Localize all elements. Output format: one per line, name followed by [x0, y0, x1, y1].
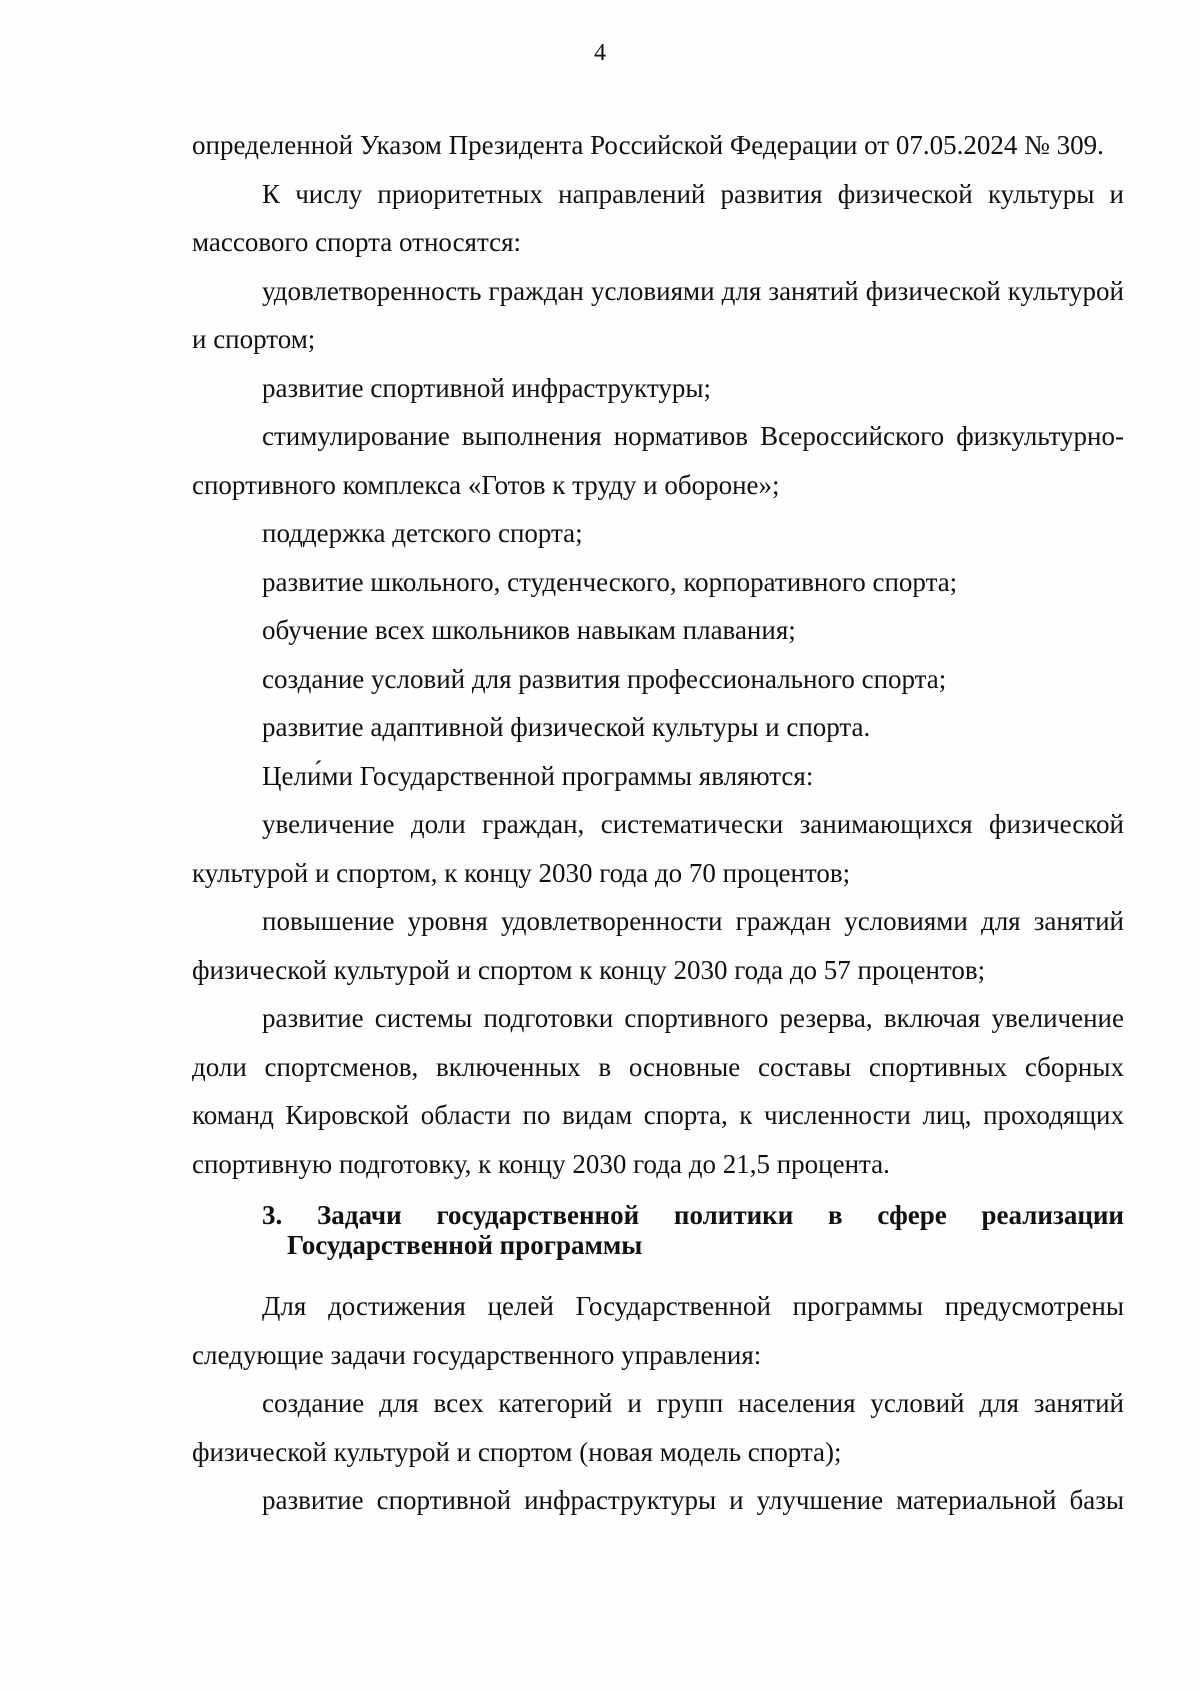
- paragraph: увеличение доли граждан, систематически занимающихся физической культурой и спортом, к концу 2030 года до 70 процентов;: [192, 809, 1124, 888]
- paragraphs-before-heading: [192, 121, 1124, 1188]
- paragraph: Цели́ми Государственной программы являются:: [262, 760, 814, 791]
- paragraph: развитие адаптивной физической культуры и спорта.: [262, 712, 871, 742]
- paragraphs-after-heading: [192, 1282, 1124, 1525]
- paragraph: создание для всех категорий и групп населения условий для занятий физической культурой и спортом (новая модель спорта);: [192, 1388, 1124, 1467]
- section-heading: [192, 1200, 1124, 1260]
- paragraph: повышение уровня удовлетворенности граждан условиями для занятий физической культурой и спортом к концу 2030 года до 57 процентов;: [192, 906, 1124, 985]
- section-heading-line-2: Государственной программы: [287, 1230, 643, 1260]
- paragraph: поддержка детского спорта;: [262, 518, 583, 548]
- paragraph: определенной Указом Президента Российской Федерации от 07.05.2024 № 309.: [192, 130, 1104, 160]
- paragraph: создание условий для развития профессионального спорта;: [262, 663, 947, 694]
- paragraph: стимулирование выполнения нормативов Всероссийского физкультурно-спортивного комплекса «Готов к труду и обороне»;: [192, 421, 1124, 500]
- paragraph: развитие спортивной инфраструктуры;: [262, 372, 712, 403]
- paragraph: развитие спортивной инфраструктуры и улучшение материальной базы: [262, 1485, 1124, 1515]
- paragraph: развитие системы подготовки спортивного резерва, включая увеличение доли спортсменов, включенных в основные составы спортивных сборных команд Кировской области по видам спорта, к численности лиц, проходящих спортивную подготовку, к концу 2030 года до 21,5 процента.: [192, 1003, 1124, 1179]
- page-number: 4: [594, 40, 606, 66]
- document-body: [192, 121, 1124, 1525]
- paragraph: Для достижения целей Государственной программы предусмотрены следующие задачи государственного управления:: [192, 1291, 1124, 1370]
- paragraph: обучение всех школьников навыкам плавания;: [262, 615, 796, 645]
- paragraph: удовлетворенность граждан условиями для занятий физической культурой и спортом;: [192, 275, 1124, 354]
- section-heading-line-1: 3. Задачи государственной политики в сфере реализации: [262, 1200, 1124, 1230]
- paragraph: развитие школьного, студенческого, корпоративного спорта;: [262, 566, 958, 597]
- paragraph: К числу приоритетных направлений развития физической культуры и массового спорта относятся:: [192, 178, 1124, 257]
